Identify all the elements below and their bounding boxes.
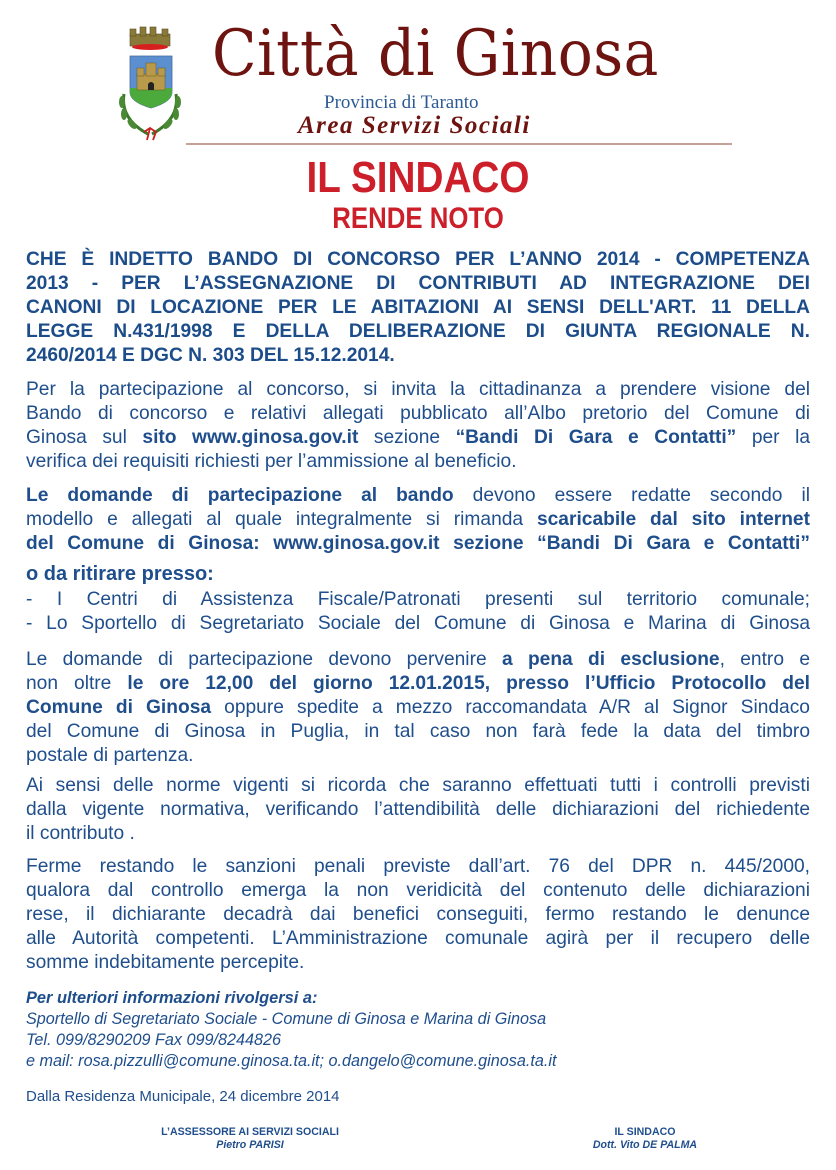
signature-name: Pietro PARISI — [216, 1139, 284, 1151]
section-name: “Bandi Di Gara e Contatti” — [455, 427, 737, 448]
intro-line: LEGGE N.431/1998 E DELLA DELIBERAZIONE DI GIUNTA REGIONALE N. — [26, 321, 810, 342]
text-run: a pena di esclusione — [501, 649, 720, 670]
contact-info — [26, 988, 556, 1072]
text-line: Bando di concorso e relativi allegati pubblicato all’Albo pretorio del Comune di — [26, 403, 810, 424]
text-run: scaricabile dal sito internet — [536, 509, 810, 530]
contact-phone: Tel. 099/8290209 Fax 099/8244826 — [26, 1031, 282, 1049]
intro-line: CANONI DI LOCAZIONE PER LE ABITAZIONI AI SENSI DELL'ART. 11 DELLA — [26, 297, 810, 318]
text-line: postale di partenza. — [26, 745, 194, 766]
text-line: rese, il dichiarante decadrà dai benefici conseguiti, fermo restando le denunce — [26, 904, 810, 925]
coat-of-arms-icon — [104, 24, 196, 142]
text-run: Ginosa sul — [26, 427, 143, 448]
text-line: dalla vigente normativa, verificando l’attendibilità delle dichiarazioni del richiedente — [26, 799, 810, 820]
text-run: sezione — [358, 427, 456, 448]
text-run: , entro e — [719, 649, 810, 670]
text-line: somme indebitamente percepite. — [26, 952, 305, 973]
text-run: non oltre — [26, 673, 128, 694]
signature-role: IL SINDACO — [614, 1126, 676, 1138]
intro-line: CHE È INDETTO BANDO DI CONCORSO PER L’ANNO 2014 - COMPETENZA — [26, 249, 810, 270]
signature-role: L’ASSESSORE AI SERVIZI SOCIALI — [161, 1126, 339, 1138]
province-name: Provincia di Taranto — [324, 92, 479, 113]
text-line — [26, 508, 810, 532]
controls-paragraph — [26, 774, 810, 846]
pickup-heading — [26, 562, 810, 586]
city-name: Città di Ginosa — [212, 17, 659, 91]
text-line: verifica dei requisiti richiesti per l’ammissione al beneficio. — [26, 451, 517, 472]
text-line — [26, 696, 810, 720]
text-line: alle Autorità competenti. L’Amministrazione comunale agirà per il recupero delle — [26, 928, 810, 949]
text-run: Le domande di partecipazione devono pervenire — [26, 649, 502, 670]
contact-office: Sportello di Segretariato Sociale - Comune di Ginosa e Marina di Ginosa — [26, 1010, 547, 1028]
text-run: Le domande di partecipazione al bando — [26, 485, 454, 506]
department-name: Area Servizi Sociali — [298, 112, 531, 139]
sanctions-paragraph — [26, 855, 810, 975]
list-item: - I Centri di Assistenza Fiscale/Patronati presenti sul territorio comunale; — [26, 589, 810, 610]
list-item: - Lo Sportello di Segretariato Sociale del Comune di Ginosa e Marina di Ginosa — [26, 613, 810, 634]
announcement-title: IL SINDACO — [306, 153, 530, 202]
text-line: o da ritirare presso: — [26, 563, 214, 585]
deadline-paragraph — [26, 648, 810, 768]
text-run: oppure spedite a mezzo raccomandata A/R al Signor Sindaco — [211, 697, 810, 718]
participation-paragraph — [26, 378, 810, 474]
pickup-list — [26, 588, 810, 636]
contact-heading: Per ulteriori informazioni rivolgersi a: — [26, 989, 318, 1007]
text-line — [26, 484, 810, 508]
header-divider — [186, 143, 732, 145]
signature-name: Dott. Vito DE PALMA — [592, 1139, 698, 1151]
text-line: Ferme restando le sanzioni penali previste dall’art. 76 del DPR n. 445/2000, — [26, 856, 810, 877]
text-line: il contributo . — [26, 823, 135, 844]
text-run: devono essere redatte secondo il — [453, 485, 810, 506]
contact-email[interactable]: e mail: rosa.pizzulli@comune.ginosa.ta.it; o.dangelo@comune.ginosa.ta.it — [26, 1052, 557, 1070]
announcement-subtitle: RENDE NOTO — [332, 202, 504, 235]
application-paragraph — [26, 484, 810, 556]
text-line: Ai sensi delle norme vigenti si ricorda che saranno effettuati tutti i controlli previsti — [26, 775, 810, 796]
text-line: qualora dal controllo emerga la non veridicità del contenuto delle dichiarazioni — [26, 880, 810, 901]
website-link[interactable]: del Comune di Ginosa: www.ginosa.gov.it sezione “Bandi Di Gara e Contatti” — [26, 533, 810, 554]
text-run: modello e allegati al quale integralmente si rimanda — [26, 509, 537, 530]
deadline-text: le ore 12,00 del giorno 12.01.2015, presso l’Ufficio Protocollo del — [127, 673, 810, 694]
intro-paragraph — [26, 248, 810, 368]
signature-assessor — [140, 1126, 360, 1152]
text-line — [26, 648, 810, 672]
issue-date: Dalla Residenza Municipale, 24 dicembre 2014 — [26, 1088, 340, 1105]
text-line — [26, 672, 810, 696]
text-line: del Comune di Ginosa in Puglia, in tal caso non farà fede la data del timbro — [26, 721, 810, 742]
text-line — [26, 426, 810, 450]
intro-line: 2460/2014 E DGC N. 303 DEL 15.12.2014. — [26, 345, 395, 366]
website-link[interactable]: sito www.ginosa.gov.it — [142, 427, 359, 448]
intro-line: 2013 - PER L’ASSEGNAZIONE DI CONTRIBUTI AD INTEGRAZIONE DEI — [26, 273, 810, 294]
text-line: Per la partecipazione al concorso, si invita la cittadinanza a prendere visione del — [26, 379, 810, 400]
text-run: Comune di Ginosa — [26, 697, 212, 718]
text-run: per la — [736, 427, 811, 448]
signature-mayor — [560, 1126, 730, 1152]
